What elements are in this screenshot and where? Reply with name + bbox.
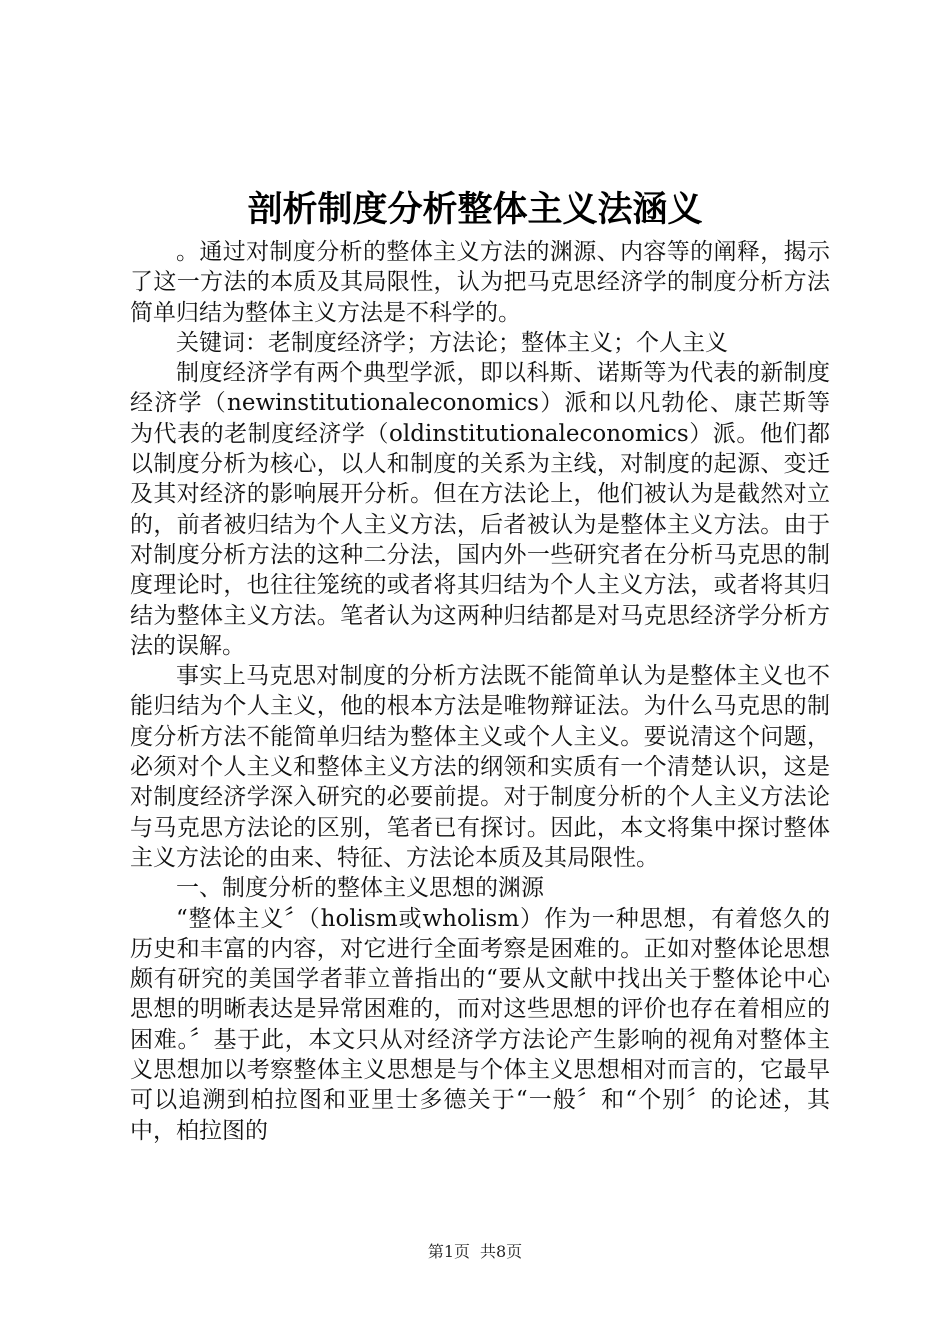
- page-number: 第1页: [427, 1242, 470, 1261]
- document-title: 剖析制度分析整体主义法涵义: [247, 189, 703, 230]
- body-paragraph: 制度经济学有两个典型学派，即以科斯、诺斯等为代表的新制度经济学（newinstitutionaleconomics）派和以凡勃伦、康芒斯等为代表的老制度经济学（oldinstitutionaleconomics）派。他们都以制度分析为核心，以人和制度的关系为主线，对制度的起源、变迁及其对经济的影响展开分析。但在方法论上，他们被认为是截然对立的，前者被归结为个人主义方法，后者被认为是整体主义方法。由于对制度分析方法的这种二分法，国内外一些研究者在分析马克思的制度理论时，也往往笼统的或者将其归结为个人主义方法，或者将其归结为整体主义方法。笔者认为这两种归结都是对马克思经济学分析方法的误解。: [130, 360, 830, 659]
- body-paragraph: “整体主义〞（holism或wholism）作为一种思想，有着悠久的历史和丰富的内容，对它进行全面考察是困难的。正如对整体论思想颇有研究的美国学者菲立普指出的“要从文献中找出关于整体论中心思想的明晰表达是异常困难的，而对这些思想的评价也存在着相应的困难。〞基于此，本文只从对经济学方法论产生影响的视角对整体主义思想加以考察整体主义思想是与个体主义思想相对而言的，它最早可以追溯到柏拉图和亚里士多德关于“一般〞和“个别〞的论述，其中，柏拉图的: [130, 905, 830, 1144]
- page-total: 共8页: [480, 1242, 523, 1261]
- document-body: [130, 237, 830, 1146]
- section-heading: 一、制度分析的整体主义思想的渊源: [176, 875, 544, 902]
- keywords-paragraph: 关键词：老制度经济学；方法论；整体主义；个人主义: [176, 329, 728, 356]
- page-footer: [0, 1240, 950, 1264]
- body-paragraph: 事实上马克思对制度的分析方法既不能简单认为是整体主义也不能归结为个人主义，他的根本方法是唯物辩证法。为什么马克思的制度分析方法不能简单归结为整体主义或个人主义。要说清这个问题，必须对个人主义和整体主义方法的纲领和实质有一个清楚认识，这是对制度经济学深入研究的必要前提。对于制度分析的个人主义方法论与马克思方法论的区别，笔者已有探讨。因此，本文将集中探讨整体主义方法论的由来、特征、方法论本质及其局限性。: [130, 663, 830, 871]
- abstract-paragraph: 。通过对制度分析的整体主义方法的渊源、内容等的阐释，揭示了这一方法的本质及其局限性，认为把马克思经济学的制度分析方法简单归结为整体主义方法是不科学的。: [130, 239, 830, 326]
